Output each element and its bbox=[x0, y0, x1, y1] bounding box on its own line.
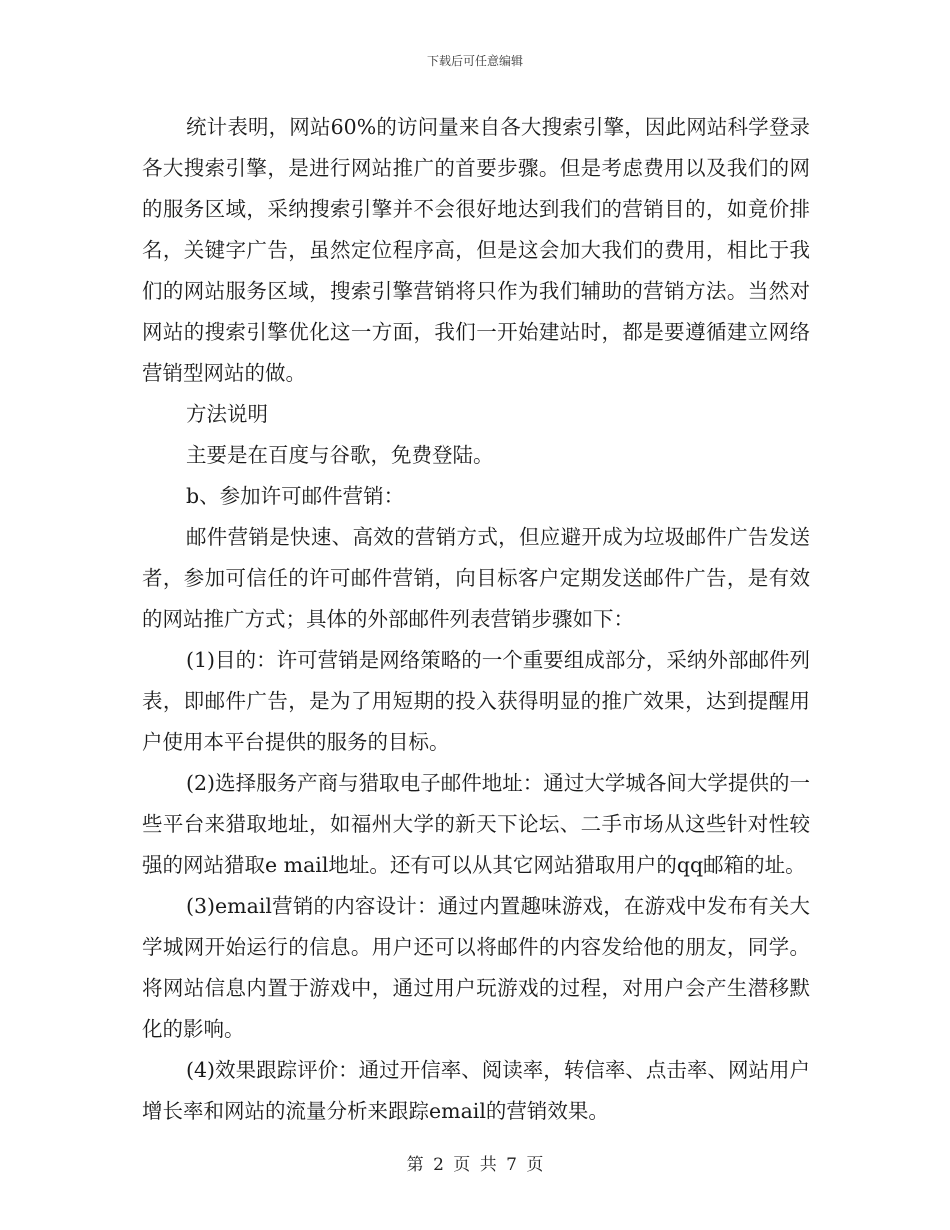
paragraph-search-engine-stats: 统计表明，网站60%的访问量来自各大搜索引擎，因此网站科学登录各大搜索引擎，是进行网站推广的首要步骤。但是考虑费用以及我们的网的服务区域，采纳搜索引擎并不会很好地达到我们的营销目的，如竟价排名，关键字广告，虽然定位程序高，但是这会加大我们的费用，相比于我们的网站服务区域，搜索引擎营销将只作为我们辅助的营销方法。当然对网站的搜索引擎优化这一方面，我们一开始建站时，都是要遵循建立网络营销型网站的做。 bbox=[142, 115, 810, 385]
page-number-footer: 第 2 页 共 7 页 bbox=[406, 1155, 544, 1175]
paragraph-step-2-address-collection: (2)选择服务产商与猎取电子邮件地址：通过大学城各间大学提供的一些平台来猎取地址，如福州大学的新天下论坛、二手市场从这些针对性较强的网站猎取e mail地址。还有可以从其它网站猎取用户的qq邮箱的址。 bbox=[142, 771, 810, 877]
paragraph-step-3-content-design: (3)email营销的内容设计：通过内置趣味游戏，在游戏中发布有关大学城网开始运行的信息。用户还可以将邮件的内容发给他的朋友，同学。将网站信息内置于游戏中，通过用户玩游戏的过程，对用户会产生潜移默化的影响。 bbox=[142, 894, 810, 1041]
paragraph-step-4-tracking: (4)效果跟踪评价：通过开信率、阅读率，转信率、点击率、网站用户增长率和网站的流量分析来跟踪email的营销效果。 bbox=[142, 1058, 810, 1123]
paragraph-section-b-heading: b、参加许可邮件营销： bbox=[186, 484, 405, 508]
document-body bbox=[142, 107, 810, 1132]
paragraph-method-heading: 方法说明 bbox=[186, 402, 268, 426]
page-header: 下载后可任意编辑 bbox=[426, 54, 523, 68]
paragraph-step-1-purpose: (1)目的：许可营销是网络策略的一个重要组成部分，采纳外部邮件列表，即邮件广告，是为了用短期的投入获得明显的推广效果，达到提醒用户使用本平台提供的服务的目标。 bbox=[142, 648, 810, 754]
paragraph-free-login: 主要是在百度与谷歌，免费登陆。 bbox=[186, 443, 494, 467]
paragraph-email-marketing-intro: 邮件营销是快速、高效的营销方式，但应避开成为垃圾邮件广告发送者，参加可信任的许可邮件营销，向目标客户定期发送邮件广告，是有效的网站推广方式；具体的外部邮件列表营销步骤如下： bbox=[142, 525, 810, 631]
